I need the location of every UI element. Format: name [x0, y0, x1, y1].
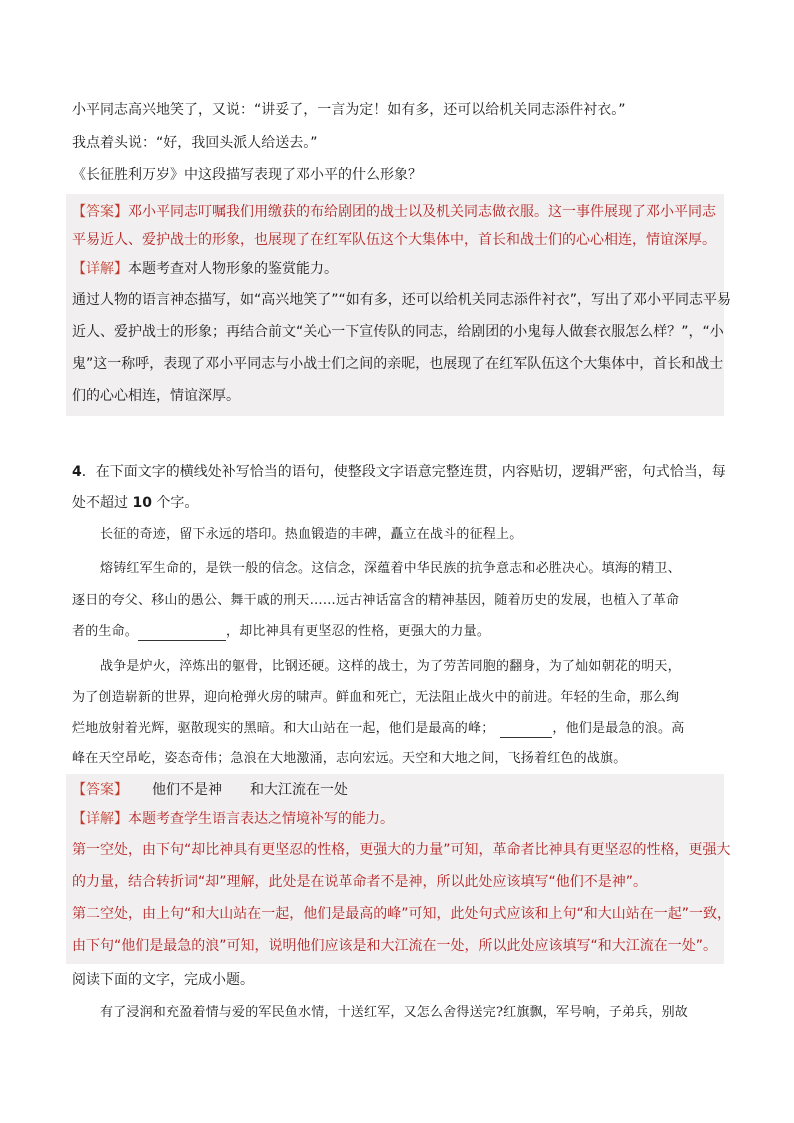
detail-row-2: 第一空处，由下句“却比神具有更坚忍的性格，更强大的力量”可知，革命者比神具有更坚忍的性格，更强大: [72, 842, 731, 858]
detail-text-1: 本题考查学生语言表达之情境补写的能力。: [128, 811, 394, 827]
question-4-line-2: [72, 493, 724, 513]
answer-blank-2: 和大江流在一处: [250, 782, 348, 798]
detail-tag: 【详解】: [72, 261, 128, 277]
dialogue-line-2: 我点着头说：“好，我回头派人给送去。”: [72, 135, 318, 151]
answer-box-1: [66, 194, 732, 416]
answer-text-1: 邓小平同志叮嘱我们用缴获的布给剧团的战士以及机关同志做衣服。这一事件展现了邓小平同志: [128, 204, 716, 220]
passage-para-3-line-3: [72, 720, 724, 738]
passage-para-2-line-3: [72, 623, 724, 641]
passage-para-1: 长征的奇迹，留下永远的塔印。热血锻造的丰碑，矗立在战斗的征程上。: [100, 527, 523, 542]
detail-row-5: 由下句“他们是最急的浪”可知，说明他们应该是和大江流在一处，所以此处应该填写“和大江流在一处”。: [72, 938, 718, 954]
detail-text-1: 本题考查对人物形象的鉴赏能力。: [128, 261, 338, 277]
passage-para-2-line-1: 熔铸红军生命的，是铁一般的信念。这信念，深蕴着中华民族的抗争意志和必胜决心。填海的精卫、: [100, 561, 681, 576]
passage-para-3-line-2: 为了创造崭新的世界，迎向枪弹火房的啸声。鲜血和死亡，无法阻止战火中的前进。年轻的生命，那么绚: [72, 690, 680, 705]
detail-row-2: 通过人物的语言神态描写，如“高兴地笑了”“如有多，还可以给机关同志添件衬衣”，写出了邓小平同志平易: [72, 292, 732, 308]
detail-tag: 【详解】: [72, 811, 128, 827]
answer-row: [66, 776, 724, 804]
passage-para-3-line-1: 战争是炉火，淬炼出的躯骨，比钢还硬。这样的战士，为了劳苦同胞的翻身，为了灿如朝花的明天，: [100, 659, 681, 674]
answer-box-2: [66, 774, 732, 964]
question-4-limit: 10: [132, 495, 152, 511]
answer-tag: 【答案】: [72, 782, 128, 798]
answer-blank-1: 他们不是神: [152, 782, 222, 798]
detail-row-4: 鬼”这一称呼，表现了邓小平同志与小战士们之间的亲昵，也展现了在红军队伍这个大集体中，首长和战士: [72, 356, 724, 372]
detail-row-4: 第二空处，由上句“和大山站在一起，他们是最高的峰”可知，此处句式应该和上句“和大山站在一起”一致，: [72, 906, 732, 922]
detail-row-1: [66, 804, 724, 834]
question-4-text-1: ．在下面文字的横线处补写恰当的语句，使整段文字语意完整连贯，内容贴切，逻辑严密，句式恰当，每: [81, 464, 726, 480]
reading-intro: 阅读下面的文字，完成小题。: [72, 972, 254, 988]
detail-row-5: 们的心心相连，情谊深厚。: [72, 388, 240, 404]
detail-row-3: 近人、爱护战士的形象；再结合前文“关心一下宣传队的同志，给剧团的小鬼每人做套衣服怎么样？”，“小: [72, 324, 724, 340]
question-text: 《长征胜利万岁》中这段描写表现了邓小平的什么形象？: [72, 167, 422, 183]
question-4-text-2b: 个字。: [151, 495, 199, 511]
passage-text: ，却比神具有更坚忍的性格，更强大的力量。: [226, 624, 491, 639]
fill-blank-1[interactable]: [138, 626, 226, 641]
passage-text: ，他们是最急的浪。高: [552, 721, 685, 736]
fill-blank-2[interactable]: [500, 723, 552, 738]
passage-text: 者的生命。: [72, 624, 139, 639]
dialogue-line-1: 小平同志高兴地笑了，又说：“讲妥了，一言为定！如有多，还可以给机关同志添件衬衣。”: [72, 102, 626, 118]
passage-para-3-line-4: 峰在天空昂屹，姿态奇伟；急浪在大地激涌，志向宏远。天空和大地之间，飞扬着红色的战旗。: [72, 751, 627, 766]
reading-para-1: 有了浸润和充盈着情与爱的军民鱼水情，十送红军，又怎么舍得送完?红旗飘，军号响，子弟兵，别故: [100, 1005, 688, 1020]
answer-row-2: 平易近人、爱护战士的形象，也展现了在红军队伍这个大集体中，首长和战士们的心心相连，情谊深厚。: [72, 232, 716, 248]
answer-tag: 【答案】: [72, 204, 128, 220]
question-4-text-2a: 处不超过: [72, 495, 133, 511]
question-4-line-1: [72, 462, 724, 482]
answer-row-1: [66, 198, 724, 226]
question-number: 4: [72, 464, 82, 480]
passage-text: 烂地放射着光辉，驱散现实的黑暗。和大山站在一起，他们是最高的峰；: [72, 721, 495, 736]
detail-row-3: 的力量，结合转折词“却”理解，此处是在说革命者不是神，所以此处应该填写“他们不是神”。: [72, 874, 648, 890]
detail-row-1: [66, 254, 724, 284]
passage-para-2-line-2: 逐日的夸父、移山的愚公、舞干戚的刑天……远古神话富含的精神基因，随着历史的发展，也植入了革命: [72, 593, 680, 608]
